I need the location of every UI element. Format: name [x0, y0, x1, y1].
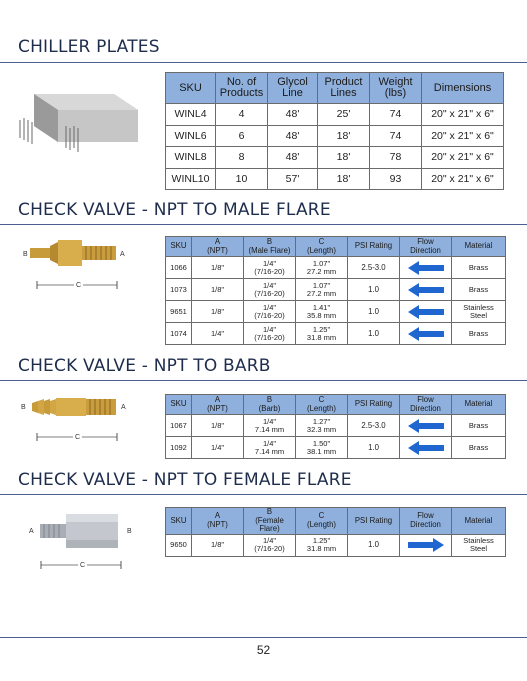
- col-header-a: A (NPT): [192, 508, 244, 535]
- cell-a: 1/8": [192, 534, 244, 556]
- cell-psi: 2.5-3.0: [348, 415, 400, 437]
- col-header-psi: PSI Rating: [348, 508, 400, 535]
- table-row: [166, 437, 506, 459]
- cell-a: 1/4": [192, 323, 244, 345]
- table-row: [166, 415, 506, 437]
- dim-label-a: A: [120, 251, 125, 258]
- cell-sku: 9651: [166, 301, 192, 323]
- cell-sku: 9650: [166, 534, 192, 556]
- cell-psi: 1.0: [348, 301, 400, 323]
- cell-flow: [400, 301, 452, 323]
- dim-label-c: C: [75, 434, 81, 441]
- cell-sku: 1092: [166, 437, 192, 459]
- col-header-b: B (Male Flare): [244, 237, 296, 257]
- cell-c: 1.41" 35.8 mm: [296, 301, 348, 323]
- col-header-b: B (Female Flare): [244, 508, 296, 535]
- arrow-left-icon: [408, 305, 444, 319]
- cell-a: 1/8": [192, 279, 244, 301]
- section-rule: [0, 62, 527, 63]
- cell-material: Brass: [452, 437, 506, 459]
- cell-a: 1/8": [192, 301, 244, 323]
- cell-material: Brass: [452, 323, 506, 345]
- section-title-female-flare: CHECK VALVE - NPT TO FEMALE FLARE: [18, 470, 352, 490]
- cell-glycol: 57': [268, 168, 318, 190]
- col-header-flow: Flow Direction: [400, 508, 452, 535]
- dim-label-a: A: [121, 404, 126, 411]
- cell-psi: 1.0: [348, 323, 400, 345]
- dim-label-c: C: [80, 562, 86, 569]
- cell-weight: 74: [370, 125, 422, 147]
- cell-dimensions: 20" x 21" x 6": [422, 125, 504, 147]
- col-header-material: Material: [452, 237, 506, 257]
- col-header-flow: Flow Direction: [400, 395, 452, 415]
- cell-flow: [400, 534, 452, 556]
- cell-material: Brass: [452, 279, 506, 301]
- dim-label-c: C: [76, 282, 82, 289]
- cell-glycol: 48': [268, 125, 318, 147]
- table-row: [166, 168, 504, 190]
- col-header-c: C (Length): [296, 237, 348, 257]
- cell-c: 1.25" 31.8 mm: [296, 323, 348, 345]
- col-header-sku: SKU: [166, 395, 192, 415]
- footer-rule: [0, 637, 527, 638]
- cell-sku: 1066: [166, 257, 192, 279]
- cell-b: 1/4" 7.14 mm: [244, 437, 296, 459]
- cell-flow: [400, 437, 452, 459]
- col-header-a: A (NPT): [192, 395, 244, 415]
- arrow-left-icon: [408, 283, 444, 297]
- col-header-dimensions: Dimensions: [422, 73, 504, 104]
- col-header-psi: PSI Rating: [348, 395, 400, 415]
- dim-label-b: B: [23, 251, 28, 258]
- cell-products: 4: [216, 104, 268, 126]
- col-header-sku: SKU: [166, 508, 192, 535]
- cell-b: 1/4" (7/16-20): [244, 534, 296, 556]
- barb-table: [165, 394, 506, 459]
- cell-sku: WINL10: [166, 168, 216, 190]
- dim-label-b: B: [21, 404, 26, 411]
- cell-dimensions: 20" x 21" x 6": [422, 147, 504, 169]
- cell-flow: [400, 323, 452, 345]
- col-header-product-lines: Product Lines: [318, 73, 370, 104]
- cell-c: 1.25" 31.8 mm: [296, 534, 348, 556]
- col-header-flow: Flow Direction: [400, 237, 452, 257]
- cell-a: 1/8": [192, 257, 244, 279]
- cell-products: 10: [216, 168, 268, 190]
- arrow-right-icon: [408, 538, 444, 552]
- col-header-material: Material: [452, 395, 506, 415]
- female-flare-valve-image: [36, 508, 126, 554]
- cell-c: 1.07" 27.2 mm: [296, 279, 348, 301]
- cell-dimensions: 20" x 21" x 6": [422, 104, 504, 126]
- cell-sku: 1073: [166, 279, 192, 301]
- cell-flow: [400, 257, 452, 279]
- cell-material: Brass: [452, 257, 506, 279]
- chiller-plates-table: [165, 72, 504, 190]
- cell-a: 1/4": [192, 437, 244, 459]
- cell-products: 8: [216, 147, 268, 169]
- table-row: [166, 323, 506, 345]
- col-header-weight: Weight (lbs): [370, 73, 422, 104]
- cell-sku: 1067: [166, 415, 192, 437]
- cell-sku: 1074: [166, 323, 192, 345]
- cell-glycol: 48': [268, 147, 318, 169]
- cell-psi: 1.0: [348, 279, 400, 301]
- cell-flow: [400, 415, 452, 437]
- arrow-left-icon: [408, 441, 444, 455]
- cell-glycol: 48': [268, 104, 318, 126]
- cell-material: Stainless Steel: [452, 301, 506, 323]
- dim-label-b: B: [127, 528, 132, 535]
- cell-weight: 74: [370, 104, 422, 126]
- cell-a: 1/8": [192, 415, 244, 437]
- cell-b: 1/4" (7/16-20): [244, 279, 296, 301]
- col-header-psi: PSI Rating: [348, 237, 400, 257]
- arrow-left-icon: [408, 327, 444, 341]
- col-header-no-of-products: No. of Products: [216, 73, 268, 104]
- cell-c: 1.27" 32.3 mm: [296, 415, 348, 437]
- section-title-male-flare: CHECK VALVE - NPT TO MALE FLARE: [18, 200, 331, 220]
- dim-label-a: A: [29, 528, 34, 535]
- cell-weight: 93: [370, 168, 422, 190]
- col-header-b: B (Barb): [244, 395, 296, 415]
- arrow-left-icon: [408, 261, 444, 275]
- cell-b: 1/4" (7/16-20): [244, 257, 296, 279]
- table-row: [166, 147, 504, 169]
- male-flare-valve-image: [28, 236, 120, 270]
- cell-sku: WINL8: [166, 147, 216, 169]
- col-header-glycol-line: Glycol Line: [268, 73, 318, 104]
- arrow-left-icon: [408, 419, 444, 433]
- cell-b: 1/4" 7.14 mm: [244, 415, 296, 437]
- table-row: [166, 257, 506, 279]
- cell-psi: 1.0: [348, 437, 400, 459]
- col-header-sku: SKU: [166, 73, 216, 104]
- table-row: [166, 534, 506, 556]
- cell-sku: WINL4: [166, 104, 216, 126]
- cell-psi: 1.0: [348, 534, 400, 556]
- cell-psi: 2.5-3.0: [348, 257, 400, 279]
- male-flare-table: [165, 236, 506, 345]
- col-header-c: C (Length): [296, 395, 348, 415]
- female-flare-table: [165, 507, 506, 557]
- table-row: [166, 125, 504, 147]
- section-rule: [0, 494, 527, 495]
- cell-material: Brass: [452, 415, 506, 437]
- cell-c: 1.50" 38.1 mm: [296, 437, 348, 459]
- section-title-chiller-plates: CHILLER PLATES: [18, 37, 160, 57]
- cell-product-lines: 18': [318, 125, 370, 147]
- page-number: 52: [256, 643, 271, 657]
- col-header-sku: SKU: [166, 237, 192, 257]
- cell-weight: 78: [370, 147, 422, 169]
- cell-flow: [400, 279, 452, 301]
- cell-products: 6: [216, 125, 268, 147]
- col-header-material: Material: [452, 508, 506, 535]
- section-rule: [0, 224, 527, 225]
- cell-b: 1/4" (7/16-20): [244, 323, 296, 345]
- chiller-plate-image: [14, 86, 142, 156]
- cell-dimensions: 20" x 21" x 6": [422, 168, 504, 190]
- col-header-a: A (NPT): [192, 237, 244, 257]
- cell-product-lines: 25': [318, 104, 370, 126]
- table-row: [166, 301, 506, 323]
- cell-b: 1/4" (7/16-20): [244, 301, 296, 323]
- cell-c: 1.07" 27.2 mm: [296, 257, 348, 279]
- cell-material: Stainless Steel: [452, 534, 506, 556]
- table-row: [166, 104, 504, 126]
- cell-sku: WINL6: [166, 125, 216, 147]
- cell-product-lines: 18': [318, 147, 370, 169]
- section-rule: [0, 380, 527, 381]
- col-header-c: C (Length): [296, 508, 348, 535]
- cell-product-lines: 18': [318, 168, 370, 190]
- barb-valve-image: [32, 394, 118, 420]
- section-title-barb: CHECK VALVE - NPT TO BARB: [18, 356, 271, 376]
- table-row: [166, 279, 506, 301]
